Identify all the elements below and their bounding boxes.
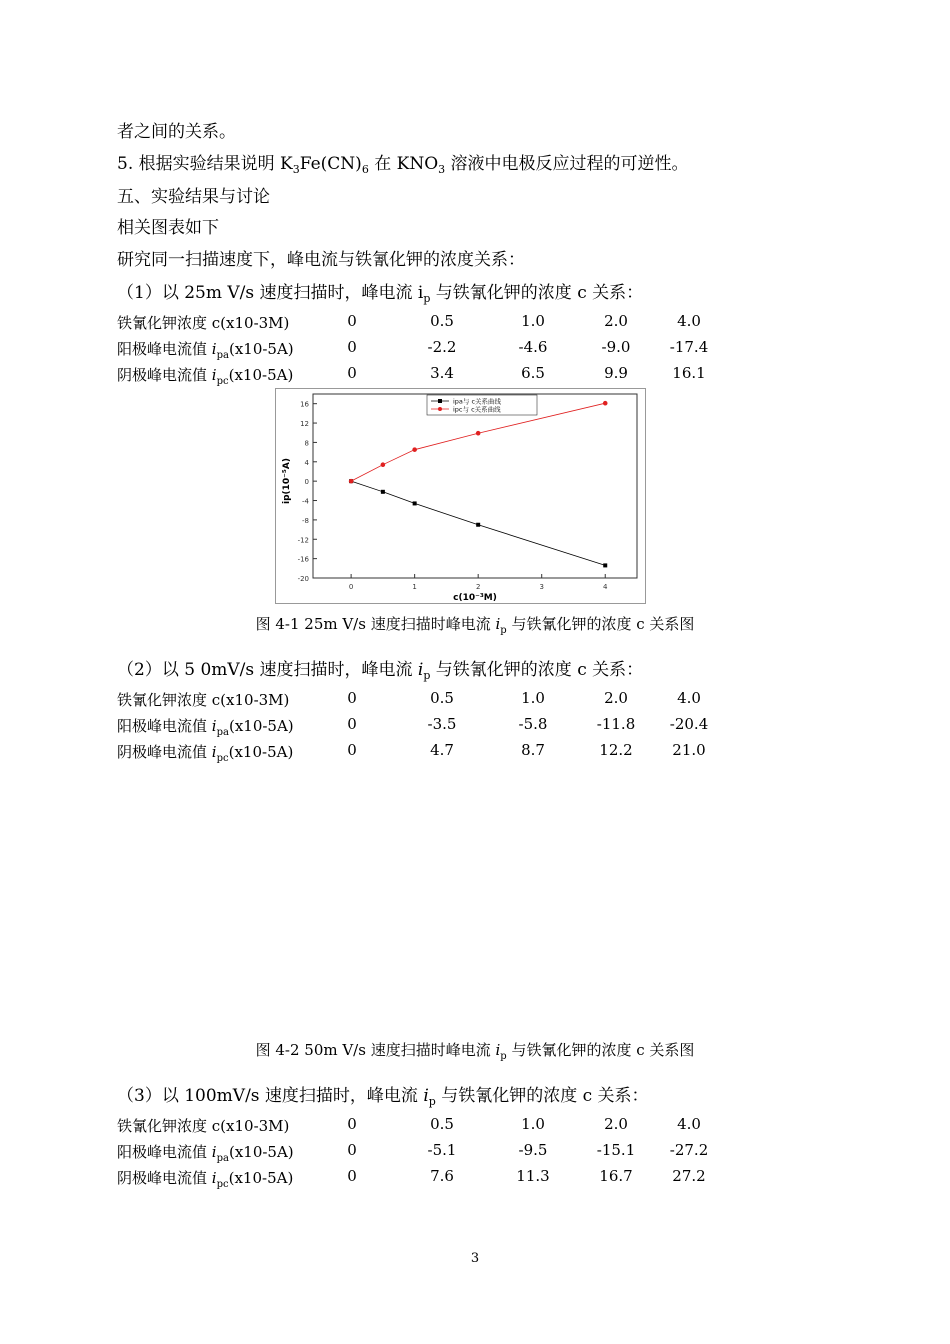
cell: 1.0 [521,1115,545,1133]
section-heading-text: 五、实验结果与讨论 [117,187,270,207]
s2-heading-b: 与铁氰化钾的浓度 c 关系： [430,660,644,680]
cell: 12.2 [599,741,633,759]
x-tick-label: 0 [348,583,354,591]
s2-heading-a: （2）以 5 0mV/s 速度扫描时，峰电流 [117,660,418,680]
ipc-label [117,741,293,764]
cell: 0.5 [430,689,454,707]
s3-heading-i: i [423,1086,429,1106]
data-point [476,431,481,436]
ipc-label [117,1167,293,1190]
cell: -9.0 [601,338,631,356]
ipc-label-b: (x10-5A) [228,1169,294,1187]
y-tick-label: 4 [304,458,309,467]
section-heading-results [117,186,270,208]
legend-marker [438,399,442,403]
data-point [381,490,385,494]
cell: -3.5 [427,715,457,733]
caption-2-a: 图 4-2 50m V/s 速度扫描时峰电流 [255,1041,496,1059]
cell: 0 [347,715,357,733]
cell: 3.4 [430,364,454,382]
ipa-label-a: 阳极峰电流值 [117,1143,212,1161]
ipc-i: i [211,1169,217,1187]
cell: 0.5 [430,1115,454,1133]
y-tick-label: 16 [300,400,309,409]
intro-l2-sub2: 6 [361,163,369,176]
y-tick-label: -8 [302,516,309,525]
intro-l2-b: Fe(CN) [299,154,362,174]
data-point [381,462,386,467]
ipc-label-a: 阴极峰电流值 [117,743,212,761]
intro-l2-sub3: 3 [438,163,446,176]
y-tick-label: 12 [300,420,309,429]
ipc-label [117,364,293,387]
x-tick-label: 1 [412,583,417,591]
caption-1-b: 与铁氰化钾的浓度 c 关系图 [506,615,695,633]
y-tick-label: -4 [302,497,309,506]
caption-2-b: 与铁氰化钾的浓度 c 关系图 [506,1041,695,1059]
caption-2-sub: p [500,1051,507,1062]
ipc-sub: pc [216,753,229,764]
intro-l2-c: 在 KNO [368,154,439,174]
cell: -20.4 [669,715,709,733]
s1-heading-a: （1）以 25m V/s 速度扫描时，峰电流 i [117,283,424,303]
data-point [349,479,354,484]
figure-4-2-caption [0,1039,950,1062]
ipc-i: i [211,366,217,384]
ipa-label-b: (x10-5A) [228,340,294,358]
cell: 9.9 [604,364,628,382]
cell: 0 [347,312,357,330]
legend-label: ipc与 c关系曲线 [453,405,501,414]
data-point [603,401,608,406]
cell: 16.1 [672,364,706,382]
y-tick-label: 0 [304,478,309,487]
ipc-sub: pc [216,376,229,387]
intro-line-1 [117,121,236,143]
cell: 4.0 [677,689,701,707]
s1-heading-b: 与铁氰化钾的浓度 c 关系： [430,283,644,303]
cell: -9.5 [518,1141,548,1159]
intro-line-4 [117,217,219,239]
cell: 8.7 [521,741,545,759]
cell: 4.7 [430,741,454,759]
data-point [413,501,417,505]
cell: 0.5 [430,312,454,330]
section-1-heading [117,282,643,310]
s3-heading-b: 与铁氰化钾的浓度 c 关系： [435,1086,649,1106]
cell: 0 [347,338,357,356]
s2-heading-sub: p [423,669,431,682]
y-tick-label: -16 [297,555,309,564]
y-tick-label: -20 [297,575,309,583]
intro-l2-a: 5. 根据实验结果说明 K [117,154,293,174]
cell: 7.6 [430,1167,454,1185]
ipc-label-a: 阴极峰电流值 [117,366,212,384]
cell: 0 [347,1141,357,1159]
ipc-label-b: (x10-5A) [228,366,294,384]
cell: 21.0 [672,741,706,759]
cell: 2.0 [604,689,628,707]
x-tick-label: 3 [539,583,544,591]
ipa-sub: pa [216,727,229,738]
cell: 0 [347,1115,357,1133]
intro-line-2 [117,153,689,181]
ipa-label [117,715,294,738]
intro-line-4-text: 相关图表如下 [117,218,219,238]
cell: 1.0 [521,312,545,330]
cell: 2.0 [604,1115,628,1133]
ipa-i: i [211,717,217,735]
y-tick-label: 8 [304,439,309,448]
cell: 2.0 [604,312,628,330]
s3-heading-a: （3）以 100mV/s 速度扫描时，峰电流 [117,1086,424,1106]
conc-label: 铁氰化钾浓度 c(x10-3M) [117,1117,290,1135]
cell: 6.5 [521,364,545,382]
cell: 4.0 [677,1115,701,1133]
cell: -4.6 [518,338,548,356]
page-number: 3 [470,1251,480,1266]
section-3-heading [117,1085,649,1113]
data-point [603,563,607,567]
conc-label: 铁氰化钾浓度 c(x10-3M) [117,314,290,332]
intro-l2-sub1: 3 [292,163,300,176]
legend-label: ipa与 c关系曲线 [453,397,502,406]
cell: 27.2 [672,1167,706,1185]
y-tick-label: -12 [297,536,309,545]
cell: 0 [347,689,357,707]
chart-frame [276,389,646,604]
data-point [476,523,480,527]
data-point [412,447,417,452]
cell: -2.2 [427,338,457,356]
y-axis-label: ip(10⁻⁵A) [282,458,292,504]
caption-1-sub: p [500,625,507,636]
cell: -15.1 [596,1141,636,1159]
cell: -27.2 [669,1141,709,1159]
figure-4-1-caption [0,613,950,636]
caption-2-i: i [495,1041,501,1059]
cell: -5.8 [518,715,548,733]
intro-line-1-text: 者之间的关系。 [117,122,236,142]
legend [427,395,537,415]
ipa-label-a: 阳极峰电流值 [117,717,212,735]
cell: -17.4 [669,338,709,356]
s1-heading-sub: p [423,292,431,305]
ipc-i: i [211,743,217,761]
ipa-sub: pa [216,350,229,361]
ipa-label [117,338,294,361]
cell: 0 [347,1167,357,1185]
ipa-label-b: (x10-5A) [228,717,294,735]
ipa-label-a: 阳极峰电流值 [117,340,212,358]
ipc-label-a: 阴极峰电流值 [117,1169,212,1187]
ipa-label [117,1141,294,1164]
x-tick-label: 2 [475,583,481,591]
legend-marker [438,407,442,411]
x-axis-label: c(10⁻³M) [453,593,497,603]
ipa-i: i [211,1143,217,1161]
caption-1-i: i [495,615,501,633]
s3-heading-sub: p [428,1095,436,1108]
intro-l2-d: 溶液中电极反应过程的可逆性。 [445,154,689,174]
conc-label: 铁氰化钾浓度 c(x10-3M) [117,691,290,709]
ipc-label-b: (x10-5A) [228,743,294,761]
chart-svg [275,388,646,604]
cell: 11.3 [516,1167,550,1185]
ipa-label-b: (x10-5A) [228,1143,294,1161]
caption-1-a: 图 4-1 25m V/s 速度扫描时峰电流 [255,615,496,633]
cell: 4.0 [677,312,701,330]
cell: 0 [347,741,357,759]
s2-heading-i: i [417,660,424,680]
figure-4-1-chart [275,388,646,604]
section-2-heading [117,659,643,687]
intro-line-5 [117,249,525,271]
cell: 0 [347,364,357,382]
x-tick-label: 4 [603,583,608,591]
ipc-sub: pc [216,1179,229,1190]
ipa-sub: pa [216,1153,229,1164]
cell: -5.1 [427,1141,457,1159]
cell: -11.8 [596,715,636,733]
cell: 16.7 [599,1167,633,1185]
intro-line-5-text: 研究同一扫描速度下，峰电流与铁氰化钾的浓度关系： [117,250,525,270]
cell: 1.0 [521,689,545,707]
ipa-i: i [211,340,217,358]
